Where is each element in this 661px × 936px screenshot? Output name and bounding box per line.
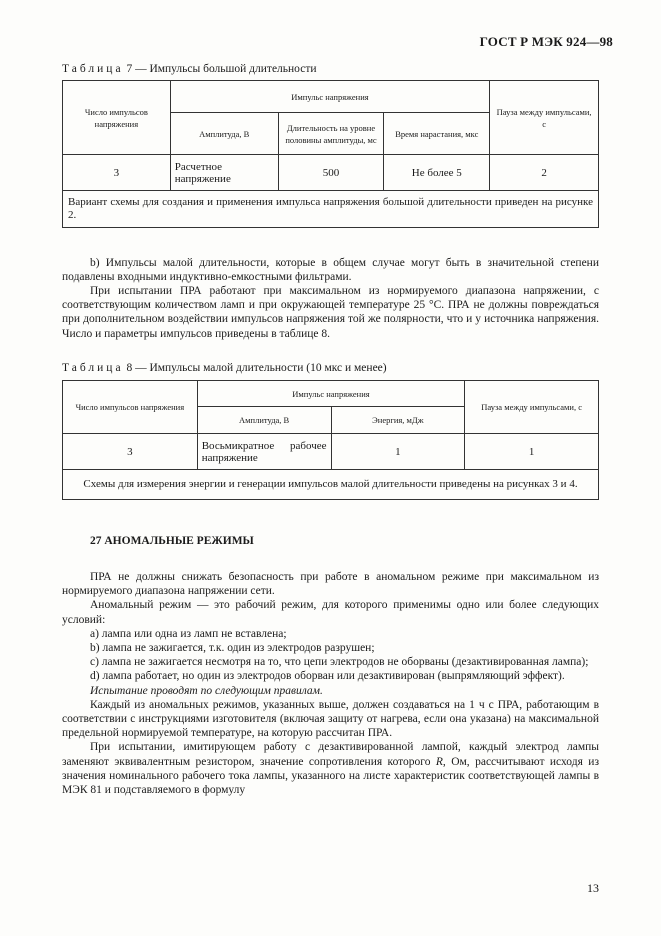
table8-header-count: Число импульсов напряжения: [63, 381, 198, 434]
table8-header-group: Импульс напряжения: [197, 381, 465, 407]
table7-note: Вариант схемы для создания и применения импульса напряжения большой длительности приведен на рисунке 2.: [63, 191, 599, 228]
paragraph-test-conditions: При испытании ПРА работают при максимальном из нормируемого диапазона напряжении, с соответствующим количеством ламп и при окружающей температуре 25 °С. ПРА не должны повреждаться при дополнительном воздействии импульсов напряжения той же полярности, что и у источника напряжения. Число и параметры импульсов приведены в таблице 8.: [62, 285, 599, 340]
resistance-symbol: R: [435, 755, 443, 768]
table8-cell-count: 3: [63, 434, 198, 470]
table7-cell-count: 3: [63, 155, 171, 191]
paragraph-p4: [62, 740, 599, 797]
table7-cell-amp: Расчетное напряжение: [170, 155, 278, 191]
table8-caption-text: 8 — Импульсы малой длительности (10 мкс и менее): [126, 362, 387, 374]
table7-caption-label: Таблица: [62, 63, 124, 75]
document-header: ГОСТ Р МЭК 924—98: [479, 34, 613, 49]
table8-caption-label: Таблица: [62, 362, 124, 374]
table8-header-amp: Амплитуда, В: [197, 407, 331, 434]
list-item-b: b) лампа не зажигается, т.к. один из электродов разрушен;: [90, 642, 375, 655]
table-8: [62, 380, 599, 500]
list-item-c: c) лампа не зажигается несмотря на то, что цепи электродов не оборваны (дезактивированная лампа);: [90, 656, 589, 669]
table8-cell-pause: 1: [465, 434, 599, 470]
table8-cell-amp: Восьмикратное рабочее напряжение: [197, 434, 331, 470]
test-rule: Испытание проводят по следующим правилам.: [90, 684, 323, 697]
paragraph-p2: Аномальный режим — это рабочий режим, для которого применимы одно или более следующих условий:: [62, 599, 599, 626]
table7-cell-pause: 2: [490, 155, 599, 191]
table7-header-group: Импульс напряжения: [170, 81, 489, 113]
table7-header-count: Число импульсов напряжения: [63, 81, 171, 155]
table7-cell-dur: 500: [278, 155, 384, 191]
table7-header-dur: Длительность на уровне половины амплитуды, мс: [278, 113, 384, 155]
p4-part-a: При испытании, имитирующем работу с дезактивированной лампой, каждый электрод лампы заменяют эквивалентным резистором, значение сопротивления которого: [62, 741, 599, 768]
table8-note: Схемы для измерения энергии и генерации импульсов малой длительности приведены на рисунках 3 и 4.: [63, 470, 599, 500]
table7-header-amp: Амплитуда, В: [170, 113, 278, 155]
list-item-d: d) лампа работает, но один из электродов оборван или дезактивирован (выпрямляющий эффект).: [90, 670, 565, 683]
table7-header-rise: Время нарастания, мкс: [384, 113, 490, 155]
paragraph-b: b) Импульсы малой длительности, которые в общем случае могут быть в значительной степени подавлены входными индуктивно-емкостными фильтрами.: [62, 257, 599, 284]
table8-cell-energy: 1: [331, 434, 465, 470]
section-body: [62, 570, 599, 797]
list-item-a: a) лампа или одна из ламп не вставлена;: [90, 627, 287, 640]
paragraph-p3: Каждый из аномальных режимов, указанных выше, должен создаваться на 1 ч с ПРА, работающим в соответствии с инструкциями изготовителя (включая защиту от нагрева, если она указана) на максимальной предельной нормируемой температуре, на которую рассчитан ПРА.: [62, 698, 599, 740]
table7-caption: [62, 63, 317, 75]
p4-part-b: , Ом, рассчитывают исходя из значения номинального рабочего тока лампы, указанного на листе характеристик соответствующей лампы в МЭК 81 и подставляемого в формулу: [62, 755, 599, 797]
page-number: 13: [587, 881, 599, 895]
table8-header-energy: Энергия, мДж: [331, 407, 465, 434]
section-heading: 27 АНОМАЛЬНЫЕ РЕЖИМЫ: [90, 535, 254, 547]
table7-header-pause: Пауза между импульсами, с: [490, 81, 599, 155]
table8-header-pause: Пауза между импульсами, с: [465, 381, 599, 434]
paragraph-p1: ПРА не должны снижать безопасность при работе в аномальном режиме при максимальном из нормируемого диапазона напряжении сети.: [62, 571, 599, 598]
table7-caption-text: 7 — Импульсы большой длительности: [126, 63, 317, 75]
table-7: [62, 80, 599, 228]
table7-cell-rise: Не более 5: [384, 155, 490, 191]
table8-caption: [62, 362, 387, 374]
